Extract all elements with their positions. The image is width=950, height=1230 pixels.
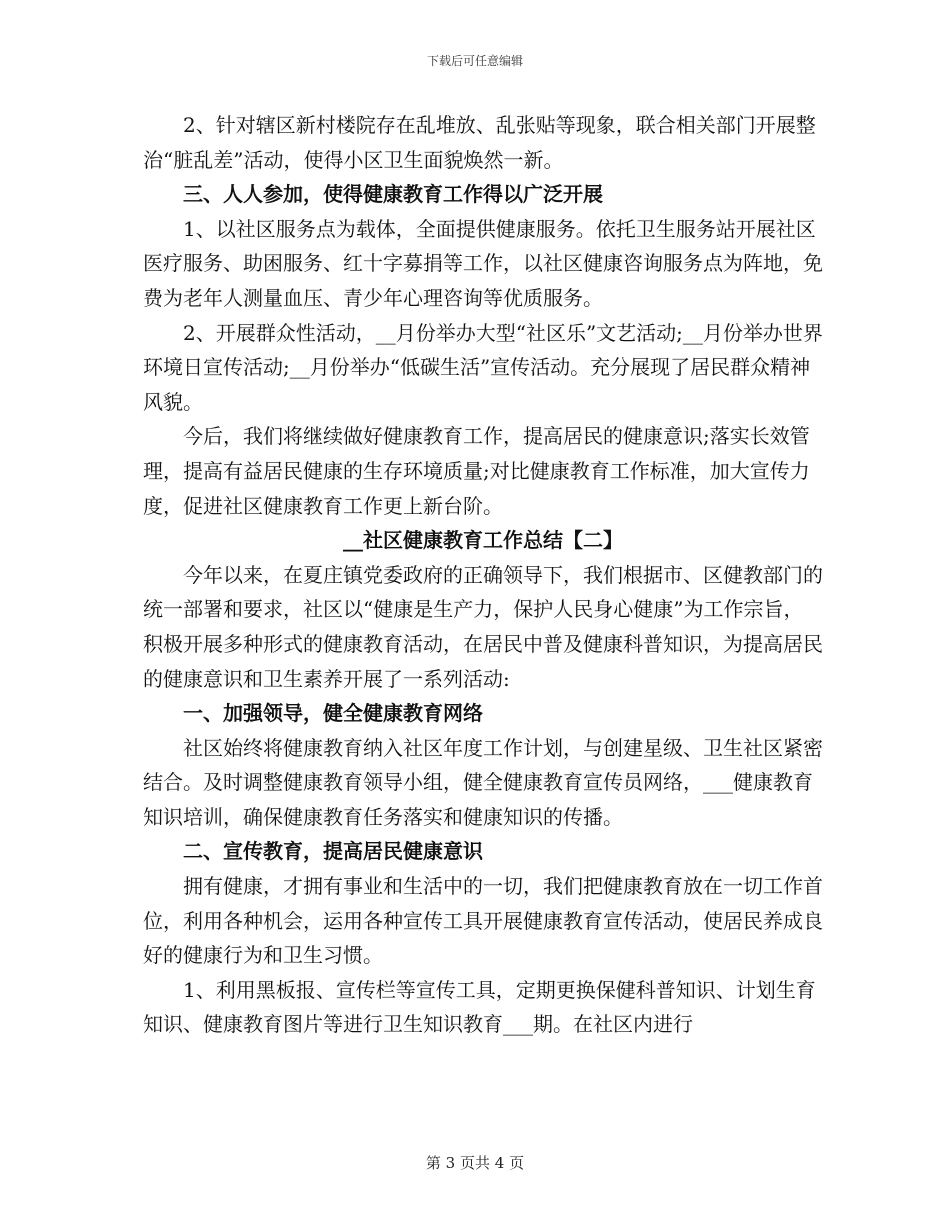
paragraph-publicity: 拥有健康，才拥有事业和生活中的一切，我们把健康教育放在一切工作首位，利用各种机会，运用各种宣传工具开展健康教育宣传活动，使居民养成良好的健康行为和卫生习惯。 — [143, 874, 823, 968]
page-footer: 第 3 页共 4 页 — [425, 1154, 525, 1172]
paragraph-village-sanitation: 2、针对辖区新村楼院存在乱堆放、乱张贴等现象，联合相关部门开展整治“脏乱差”活动，使得小区卫生面貌焕然一新。 — [143, 113, 816, 172]
paragraph-future-plan: 今后，我们将继续做好健康教育工作，提高居民的健康意识;落实长效管理，提高有益居民健康的生存环境质量;对比健康教育工作标准，加大宣传力度，促进社区健康教育工作更上新台阶。 — [143, 424, 810, 518]
heading-publicity: 二、宣传教育，提高居民健康意识 — [183, 839, 483, 864]
paragraph-blackboard: 1、利用黑板报、宣传栏等宣传工具，定期更换保健科普知识、计划生育知识、健康教育图片等进行卫生知识教育___期。在社区内进行 — [143, 977, 816, 1037]
page-header: 下载后可任意编辑 — [426, 54, 523, 68]
paragraph-health-service: 1、以社区服务点为载体，全面提供健康服务。依托卫生服务站开展社区医疗服务、助困服务、红十字募捐等工作，以社区健康咨询服务点为阵地，免费为老年人测量血压、青少年心理咨询等优质服务。 — [143, 216, 823, 310]
heading-leadership: 一、加强领导，健全健康教育网络 — [183, 701, 483, 726]
section-title-summary-two: __社区健康教育工作总结【二】 — [343, 528, 623, 553]
paragraph-intro: 今年以来，在夏庄镇党委政府的正确领导下，我们根据市、区健教部门的统一部署和要求，社区以“健康是生产力，保护人民身心健康”为工作宗旨，积极开展多种形式的健康教育活动，在居民中普及健康科普知识，为提高居民的健康意识和卫生素养开展了一系列活动: — [143, 562, 823, 691]
paragraph-leadership: 社区始终将健康教育纳入社区年度工作计划，与创建星级、卫生社区紧密结合。及时调整健康教育领导小组，健全健康教育宣传员网络，___健康教育知识培训，确保健康教育任务落实和健康知识的传播。 — [143, 735, 823, 829]
heading-section-three: 三、人人参加，使得健康教育工作得以广泛开展 — [183, 182, 603, 207]
document-body — [143, 108, 823, 1042]
paragraph-mass-activities: 2、开展群众性活动，__月份举办大型“社区乐”文艺活动;__月份举办世界环境日宣传活动;__月份举办“低碳生活”宣传活动。充分展现了居民群众精神风貌。 — [143, 320, 823, 414]
